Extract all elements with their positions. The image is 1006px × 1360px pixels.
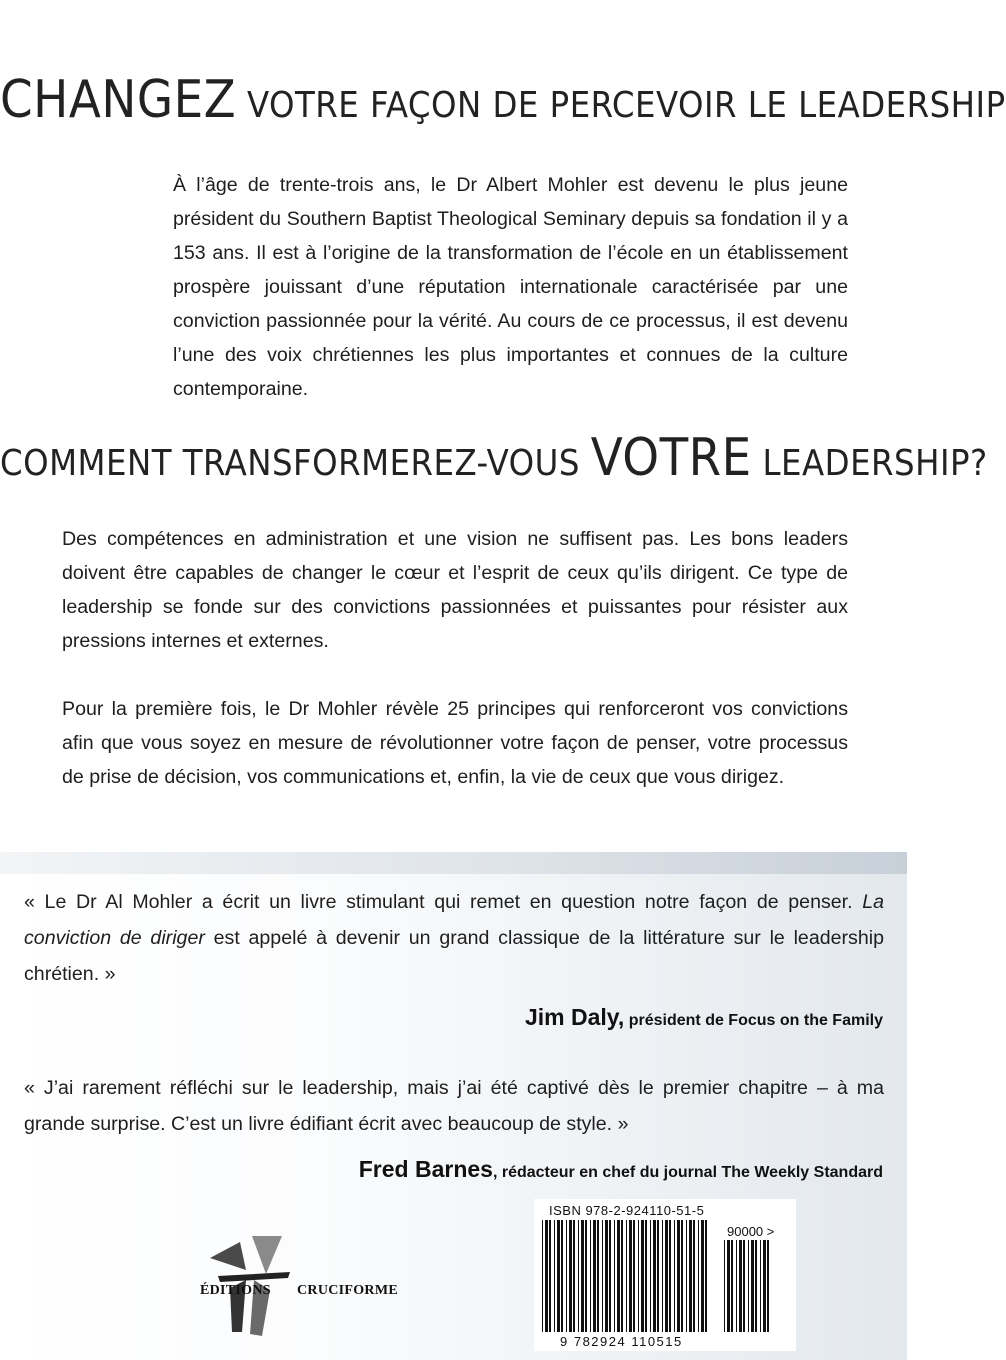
author-name: Jim Daly,: [524, 1004, 625, 1030]
heading-big-word: VOTRE: [590, 428, 752, 488]
author-role: président de Focus on the Family: [624, 1012, 883, 1029]
barcode-bars-icon: [540, 1220, 710, 1332]
publisher-name-left: ÉDITIONS: [200, 1283, 271, 1298]
paragraph-author-bio: À l’âge de trente-trois ans, le Dr Albert Mohler est devenu le plus jeune président du Southern Baptist Theological Seminary depuis sa fondation il y a 153 ans. Il est à l’origine de la transformation de l’école en un établissement prospère jouissant d’une réputation internationale caractérisée par une conviction passionnée pour la vérité. Au cours de ce processus, il est devenu l’une des voix chrétiennes les plus importantes et connues de la culture contemporaine.: [173, 174, 848, 400]
book-title: La conviction de diriger: [24, 891, 884, 949]
endorsement-quote-daly: [24, 884, 884, 992]
paragraph-leadership-skills: Des compétences en administration et une vision ne suffisent pas. Les bons leaders doivent être capables de changer le cœur et l’esprit de ceux qu’ils dirigent. Ce type de leadership se fonde sur des convictions passionnées et puissantes pour résister aux pressions internes et externes.: [62, 528, 848, 652]
barcode-addon-label: [727, 1224, 774, 1239]
heading-transform-leadership: [0, 428, 988, 488]
heading-change-leadership: [0, 70, 1006, 130]
heading-rest: VOTRE FAÇON DE PERCEVOIR LE LEADERSHIP: [236, 85, 1006, 126]
quote-text: « Le Dr Al Mohler a écrit un livre stimulant qui remet en question notre façon de penser.: [24, 891, 863, 913]
heading-after: LEADERSHIP?: [751, 443, 988, 484]
addon-digits: 90000: [727, 1224, 764, 1239]
addon-arrow: >: [766, 1224, 775, 1239]
quote-text: est appelé à devenir un grand classique de la littérature sur le leadership chrétien. »: [24, 927, 884, 985]
heading-before: COMMENT TRANSFORMEREZ-VOUS: [0, 443, 591, 484]
heading-big-word: CHANGEZ: [0, 70, 237, 130]
author-name: Fred Barnes: [358, 1156, 493, 1182]
publisher-name-right: CRUCIFORME: [297, 1283, 398, 1298]
barcode-addon-bars-icon: [722, 1240, 772, 1332]
endorsement-author-barnes: [359, 1156, 883, 1183]
endorsement-author-daly: [525, 1004, 883, 1031]
barcode-digits: 9 782924 110515: [560, 1334, 683, 1349]
paragraph-25-principles: Pour la première fois, le Dr Mohler révèle 25 principes qui renforceront vos convictions afin que vous soyez en mesure de révolutionner votre façon de penser, votre processus de prise de décision, vos communications et, enfin, la vie de ceux que vous dirigez.: [62, 698, 848, 788]
isbn-label: ISBN 978-2-924110-51-5: [549, 1203, 705, 1218]
author-role: , rédacteur en chef du journal The Weekly Standard: [492, 1164, 883, 1181]
endorsement-quote-barnes: « J’ai rarement réfléchi sur le leadership, mais j’ai été captivé dès le premier chapitre – à ma grande surprise. C’est un livre édifiant écrit avec beaucoup de style. »: [24, 1077, 884, 1135]
endorsements-top-band: [0, 852, 907, 874]
